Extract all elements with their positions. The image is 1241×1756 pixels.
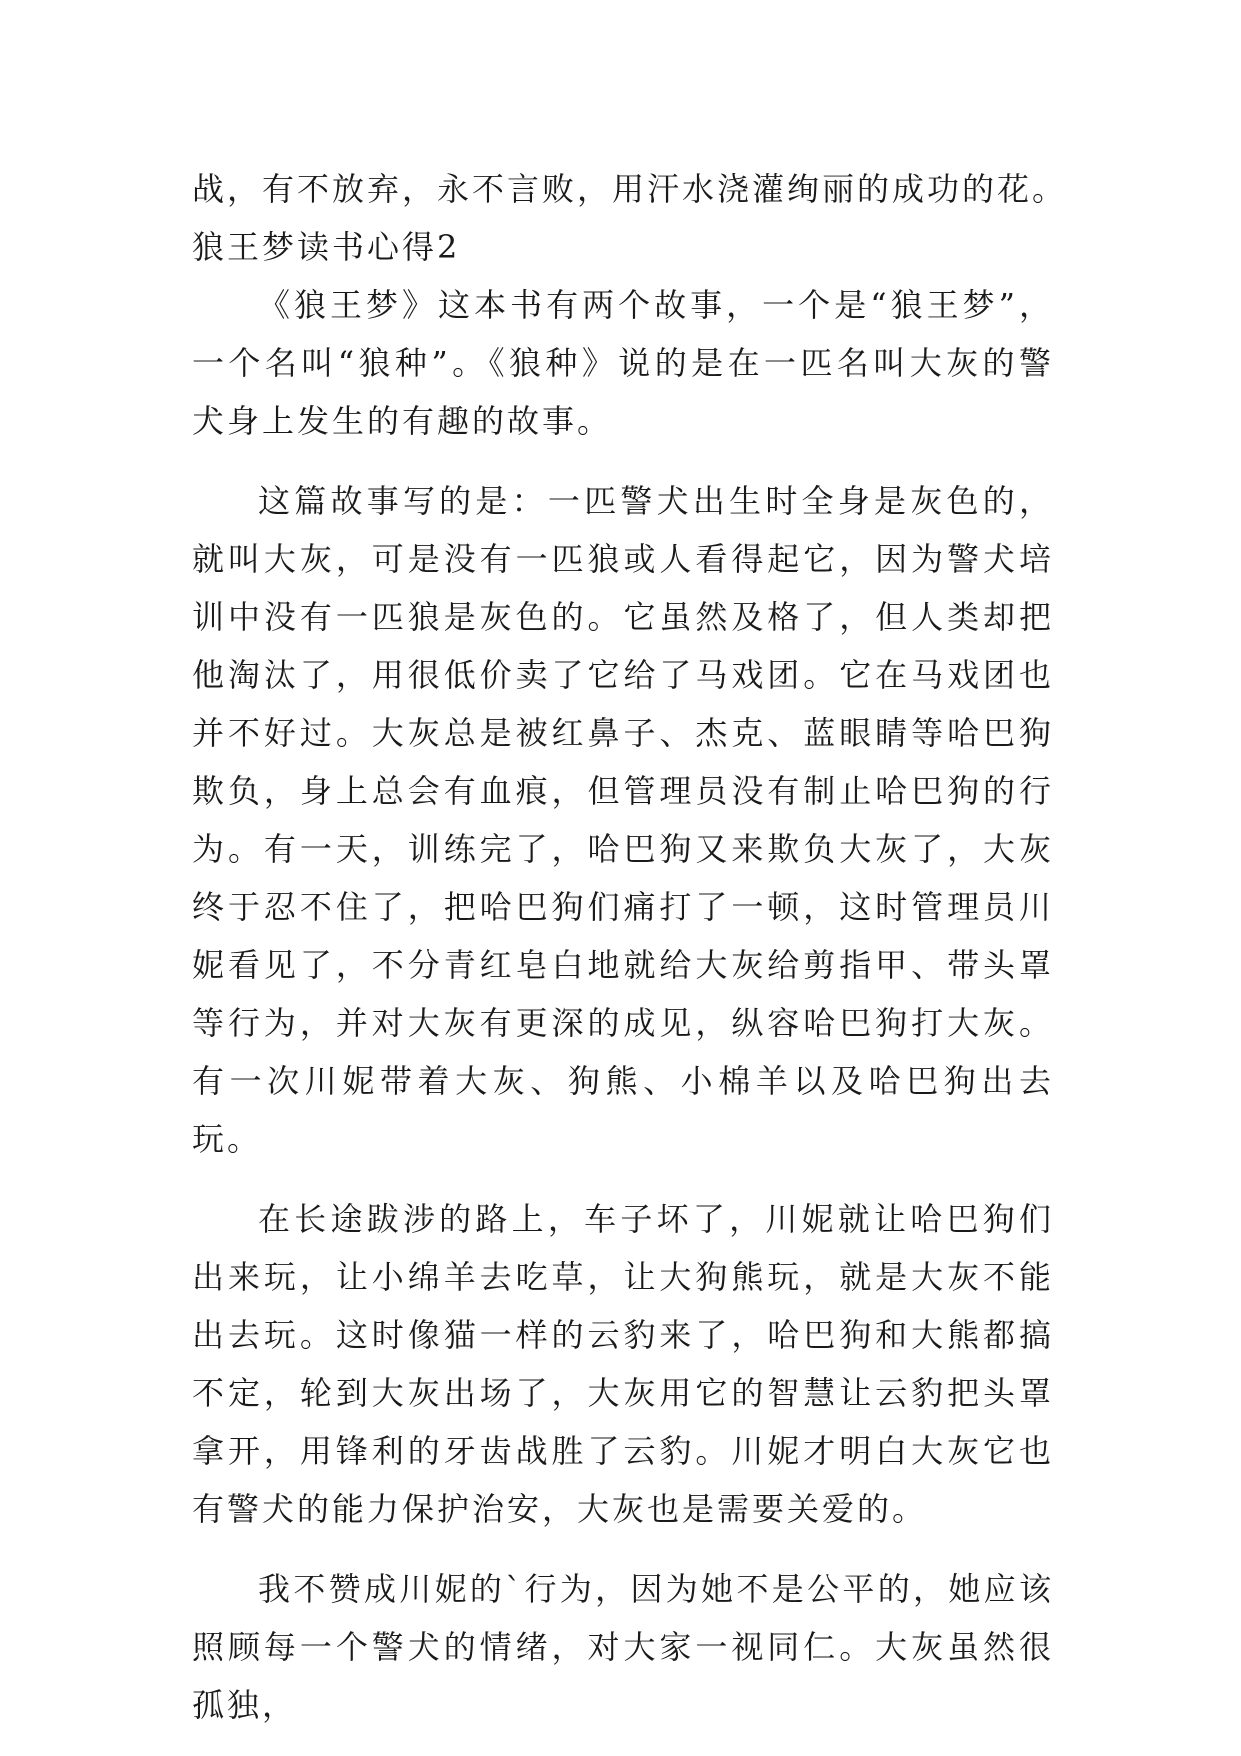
paragraph-4: 我不赞成川妮的`行为，因为她不是公平的，她应该照顾每一个警犬的情绪，对大家一视同仁。大灰虽然很孤独， bbox=[192, 1570, 1054, 1724]
paragraph-2: 这篇故事写的是：一匹警犬出生时全身是灰色的，就叫大灰，可是没有一匹狼或人看得起它，因为警犬培训中没有一匹狼是灰色的。它虽然及格了，但人类却把他淘汰了，用很低价卖了它给了马戏团。它在马戏团也并不好过。大灰总是被红鼻子、杰克、蓝眼睛等哈巴狗欺负，身上总会有血痕，但管理员没有制止哈巴狗的行为。有一天，训练完了，哈巴狗又来欺负大灰了，大灰终于忍不住了，把哈巴狗们痛打了一顿，这时管理员川妮看见了，不分青红皂白地就给大灰给剪指甲、带头罩等行为，并对大灰有更深的成见，纵容哈巴狗打大灰。有一次川妮带着大灰、狗熊、小棉羊以及哈巴狗出去玩。 bbox=[192, 482, 1054, 1158]
paragraph-1: 《狼王梦》这本书有两个故事，一个是“狼王梦”，一个名叫“狼种”。《狼种》说的是在一匹名叫大灰的警犬身上发生的有趣的故事。 bbox=[192, 286, 1054, 440]
section-heading: 狼王梦读书心得2 bbox=[192, 228, 461, 266]
paragraph-3: 在长途跋涉的路上，车子坏了，川妮就让哈巴狗们出来玩，让小绵羊去吃草，让大狗熊玩，就是大灰不能出去玩。这时像猫一样的云豹来了，哈巴狗和大熊都搞不定，轮到大灰出场了，大灰用它的智慧让云豹把头罩拿开，用锋利的牙齿战胜了云豹。川妮才明白大灰它也有警犬的能力保护治安，大灰也是需要关爱的。 bbox=[192, 1200, 1054, 1528]
document-body bbox=[192, 160, 1068, 1756]
carryover-line: 战，有不放弃，永不言败，用汗水浇灌绚丽的成功的花。 bbox=[192, 170, 1068, 208]
